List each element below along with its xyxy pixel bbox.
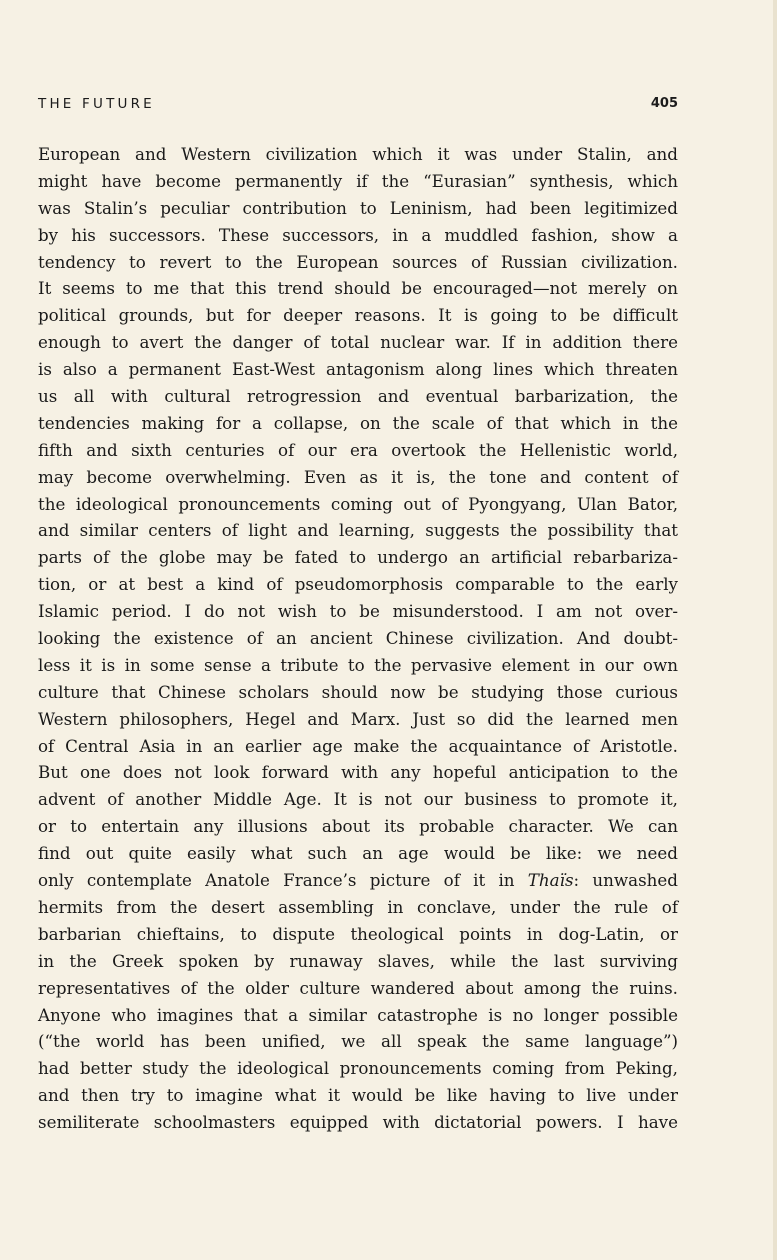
text-line: looking the existence of an ancient Chinese civilization. And doubt- <box>38 628 678 649</box>
text-line: Anyone who imagines that a similar catastrophe is no longer possible <box>38 1004 678 1025</box>
running-title: THE FUTURE <box>38 96 155 112</box>
text-line: tendency to revert to the European sources of Russian civilization. <box>38 251 678 272</box>
running-head <box>38 96 678 116</box>
page-edge <box>773 0 777 1260</box>
text-line: semiliterate schoolmasters equipped with dictatorial powers. I have <box>38 1112 678 1133</box>
book-title-thais: Thaïs <box>527 870 574 891</box>
text-line: fifth and sixth centuries of our era overtook the Hellenistic world, <box>38 439 678 460</box>
text-line: Islamic period. I do not wish to be misunderstood. I am not over- <box>38 601 678 622</box>
text-line: advent of another Middle Age. It is not our business to promote it, <box>38 789 678 810</box>
text-line: of Central Asia in an earlier age make the acquaintance of Aristotle. <box>38 735 678 756</box>
text-line: tendencies making for a collapse, on the scale of that which in the <box>38 412 678 433</box>
text-line: European and Western civilization which it was under Stalin, and <box>38 144 678 164</box>
text-line: might have become permanently if the “Eurasian” synthesis, which <box>38 170 678 191</box>
text-line: Western philosophers, Hegel and Marx. Just so did the learned men <box>38 708 678 729</box>
text-line: culture that Chinese scholars should now be studying those curious <box>38 681 678 702</box>
text-line: find out quite easily what such an age would be like: we need <box>38 843 678 864</box>
text-line: hermits from the desert assembling in conclave, under the rule of <box>38 896 678 917</box>
text-line: may become overwhelming. Even as it is, the tone and content of <box>38 466 678 487</box>
text-line: enough to avert the danger of total nuclear war. If in addition there <box>38 332 678 353</box>
text-line: by his successors. These successors, in a muddled fashion, show a <box>38 224 678 245</box>
text-segment: : unwashed <box>573 870 678 891</box>
text-line: was Stalin’s peculiar contribution to Leninism, had been legitimized <box>38 197 678 218</box>
text-line: It seems to me that this trend should be encouraged—not merely on <box>38 278 678 299</box>
text-line: and then try to imagine what it would be like having to live under <box>38 1085 678 1106</box>
text-line: us all with cultural retrogression and eventual barbarization, the <box>38 386 678 407</box>
text-line: is also a permanent East-West antagonism along lines which threaten <box>38 359 678 380</box>
text-segment: only contemplate Anatole France’s picture of it in <box>38 870 528 891</box>
text-line: in the Greek spoken by runaway slaves, while the last surviving <box>38 950 678 971</box>
body-text <box>38 141 678 1136</box>
text-line: political grounds, but for deeper reasons. It is going to be difficult <box>38 305 678 326</box>
text-line: and similar centers of light and learning, suggests the possibility that <box>38 520 678 541</box>
text-line: the ideological pronouncements coming out of Pyongyang, Ulan Bator, <box>38 493 678 514</box>
page-number: 405 <box>650 96 678 111</box>
text-line: had better study the ideological pronouncements coming from Peking, <box>38 1058 678 1079</box>
text-line-with-title <box>38 867 678 894</box>
text-line: less it is in some sense a tribute to the pervasive element in our own <box>38 654 678 675</box>
text-line: representatives of the older culture wandered about among the ruins. <box>38 977 678 998</box>
text-line: or to entertain any illusions about its probable character. We can <box>38 816 678 837</box>
text-line: tion, or at best a kind of pseudomorphosis comparable to the early <box>38 574 678 595</box>
text-line: (“the world has been unified, we all speak the same language”) <box>38 1031 678 1052</box>
text-line: barbarian chieftains, to dispute theological points in dog-Latin, or <box>38 923 678 944</box>
text-line: parts of the globe may be fated to undergo an artificial rebarbariza- <box>38 547 678 568</box>
text-line: But one does not look forward with any hopeful anticipation to the <box>38 762 678 783</box>
